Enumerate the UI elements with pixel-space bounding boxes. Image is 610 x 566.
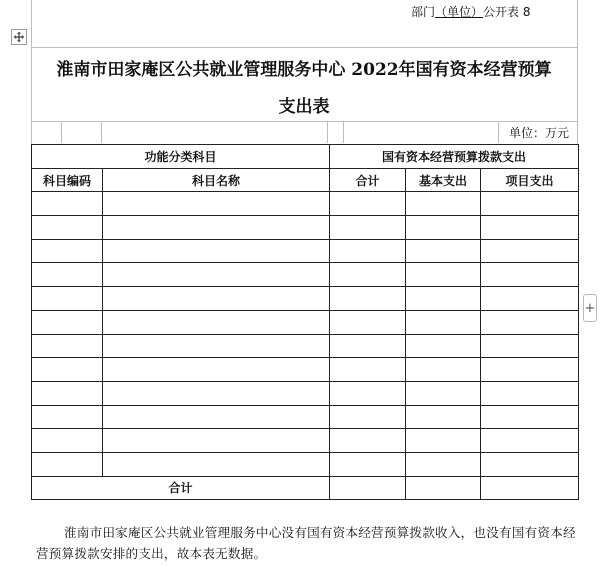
table-row <box>32 216 579 240</box>
group-header-function: 功能分类科目 <box>32 145 330 169</box>
table-cell[interactable] <box>406 263 481 287</box>
header-unit: （单位） <box>435 5 484 19</box>
unit-row-divider <box>61 121 62 143</box>
table-cell[interactable] <box>406 334 481 358</box>
table-cell[interactable] <box>32 310 103 334</box>
table-cell[interactable] <box>32 239 103 263</box>
col-header-basic: 基本支出 <box>406 168 481 192</box>
margin-guide-right <box>577 0 578 47</box>
total-label: 合计 <box>32 476 330 500</box>
table-cell[interactable] <box>103 192 330 216</box>
table-row <box>32 287 579 311</box>
page-title-line1: 淮南市田家庵区公共就业管理服务中心 2022年国有资本经营预算 <box>56 60 552 80</box>
table-cell[interactable] <box>103 239 330 263</box>
explanatory-note: 淮南市田家庵区公共就业管理服务中心没有国有资本经营预算拨款收入，也没有国有资本经营预算拨款安排的支出，故本表无数据。 <box>36 525 576 561</box>
unit-row-divider <box>343 121 344 143</box>
table-cell[interactable] <box>406 192 481 216</box>
table-row <box>32 334 579 358</box>
table-cell[interactable] <box>481 405 579 429</box>
table-cell[interactable] <box>330 405 406 429</box>
total-row <box>32 476 579 500</box>
move-arrows-icon <box>13 31 25 43</box>
table-cell[interactable] <box>406 216 481 240</box>
table-cell[interactable] <box>103 310 330 334</box>
table-cell[interactable] <box>481 452 579 476</box>
margin-guide-left <box>31 0 32 47</box>
unit-row-divider <box>101 121 102 143</box>
table-cell[interactable] <box>32 334 103 358</box>
table-cell[interactable] <box>406 358 481 382</box>
table-cell[interactable] <box>481 429 579 453</box>
col-header-code: 科目编码 <box>32 168 103 192</box>
add-column-plus-icon[interactable]: + <box>583 294 597 322</box>
table-move-handle[interactable] <box>11 29 27 45</box>
table-cell[interactable] <box>406 310 481 334</box>
unit-row-top-guide <box>31 121 577 122</box>
total-cell[interactable] <box>406 476 481 500</box>
table-row <box>32 452 579 476</box>
table-cell[interactable] <box>32 429 103 453</box>
unit-row-divider <box>498 121 499 143</box>
table-cell[interactable] <box>32 192 103 216</box>
table-cell[interactable] <box>32 381 103 405</box>
group-header-expenditure: 国有资本经营预算拨款支出 <box>330 145 579 169</box>
table-cell[interactable] <box>330 452 406 476</box>
header-table-suffix: 公开表 8 <box>483 5 531 19</box>
table-cell[interactable] <box>481 192 579 216</box>
table-cell[interactable] <box>330 310 406 334</box>
unit-label: 单位：万元 <box>508 126 569 140</box>
table-cell[interactable] <box>32 405 103 429</box>
table-row <box>32 192 579 216</box>
table-cell[interactable] <box>103 405 330 429</box>
table-cell[interactable] <box>103 287 330 311</box>
budget-table <box>31 144 579 500</box>
table-cell[interactable] <box>406 405 481 429</box>
page-frame-top <box>31 47 577 48</box>
table-cell[interactable] <box>330 381 406 405</box>
table-cell[interactable] <box>406 287 481 311</box>
table-cell[interactable] <box>103 381 330 405</box>
table-cell[interactable] <box>330 358 406 382</box>
col-header-total: 合计 <box>330 168 406 192</box>
table-cell[interactable] <box>330 429 406 453</box>
table-cell[interactable] <box>103 452 330 476</box>
table-cell[interactable] <box>330 263 406 287</box>
table-cell[interactable] <box>103 429 330 453</box>
table-row <box>32 429 579 453</box>
table-cell[interactable] <box>406 452 481 476</box>
table-row <box>32 405 579 429</box>
table-cell[interactable] <box>32 263 103 287</box>
header-dept-prefix: 部门 <box>411 5 436 19</box>
table-cell[interactable] <box>32 358 103 382</box>
table-cell[interactable] <box>330 287 406 311</box>
table-row <box>32 358 579 382</box>
table-cell[interactable] <box>330 334 406 358</box>
table-cell[interactable] <box>103 216 330 240</box>
table-cell[interactable] <box>481 263 579 287</box>
table-body <box>32 145 579 500</box>
table-cell[interactable] <box>406 429 481 453</box>
table-row <box>32 263 579 287</box>
table-cell[interactable] <box>481 358 579 382</box>
table-cell[interactable] <box>330 216 406 240</box>
table-cell[interactable] <box>481 287 579 311</box>
table-cell[interactable] <box>406 381 481 405</box>
table-cell[interactable] <box>481 381 579 405</box>
col-header-name: 科目名称 <box>103 168 330 192</box>
table-cell[interactable] <box>481 216 579 240</box>
table-cell[interactable] <box>481 239 579 263</box>
total-cell[interactable] <box>330 476 406 500</box>
table-cell[interactable] <box>406 239 481 263</box>
col-header-project: 项目支出 <box>481 168 579 192</box>
table-cell[interactable] <box>103 334 330 358</box>
table-row <box>32 381 579 405</box>
table-cell[interactable] <box>32 287 103 311</box>
total-cell[interactable] <box>481 476 579 500</box>
table-number-note <box>411 3 530 20</box>
page-title-line2: 支出表 <box>278 97 330 117</box>
unit-row-divider <box>327 121 328 143</box>
table-cell[interactable] <box>330 239 406 263</box>
table-cell[interactable] <box>32 216 103 240</box>
table-cell[interactable] <box>481 310 579 334</box>
table-cell[interactable] <box>103 358 330 382</box>
table-cell[interactable] <box>481 334 579 358</box>
table-cell[interactable] <box>103 263 330 287</box>
table-row <box>32 310 579 334</box>
column-header-row <box>32 168 579 192</box>
table-cell[interactable] <box>32 452 103 476</box>
group-header-row <box>32 145 579 169</box>
page-frame-right <box>577 47 578 144</box>
unit-row <box>31 121 577 143</box>
table-cell[interactable] <box>330 192 406 216</box>
table-row <box>32 239 579 263</box>
